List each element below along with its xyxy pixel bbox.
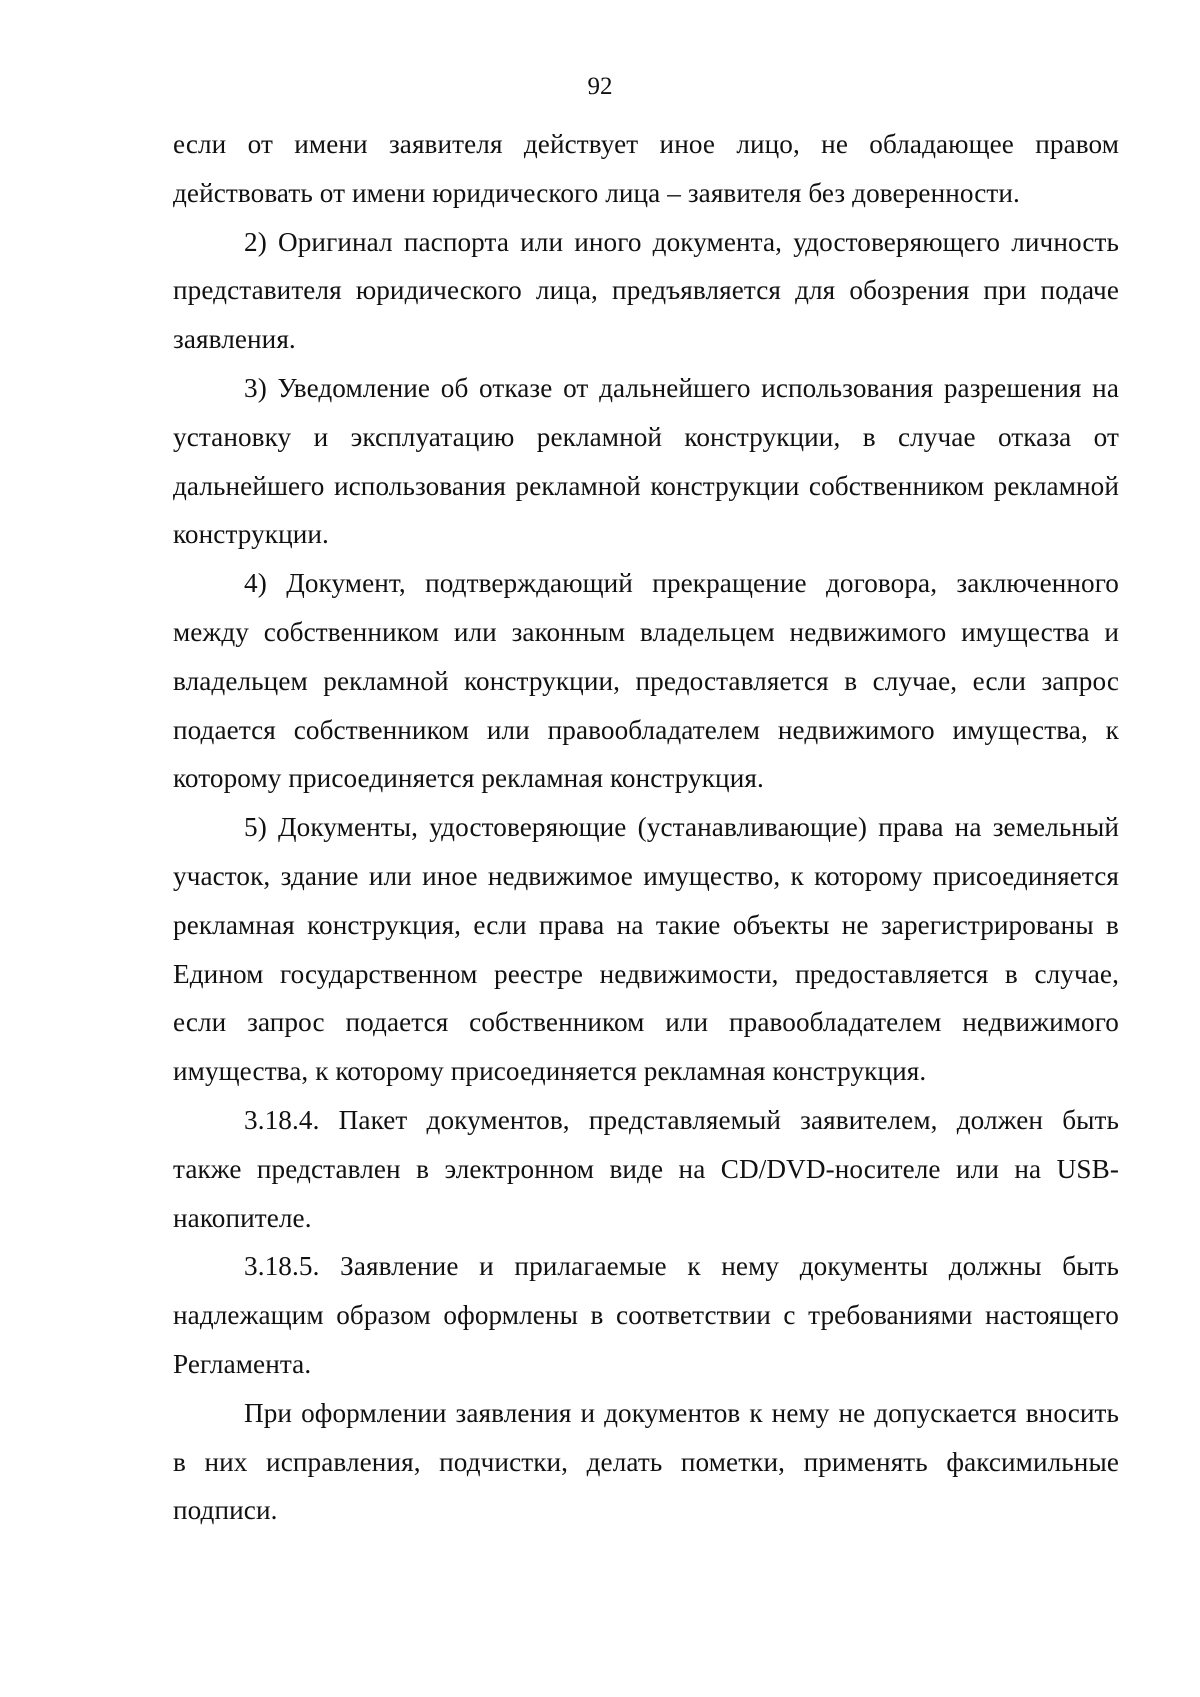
paragraph-continuation: если от имени заявителя действует иное лицо, не обладающее правом действовать от имени юридического лица – заявителя без доверенности. <box>173 129 1119 208</box>
page-number: 92 <box>587 73 613 100</box>
paragraph-item-4: 4) Документ, подтверждающий прекращение договора, заключенного между собственником или законным владельцем недвижимого имущества и владельцем рекламной конструкции, предоставляется в случае, если запрос подается собственником или правообладателем недвижимого имущества, к которому присоединяется рекламная конструкция. <box>173 568 1119 794</box>
paragraph-item-5: 5) Документы, удостоверяющие (устанавливающие) права на земельный участок, здание или иное недвижимое имущество, к которому присоединяется рекламная конструкция, если права на такие объекты не зарегистрированы в Едином государственном реестре недвижимости, предоставляется в случае, если запрос подается собственником или правообладателем недвижимого имущества, к которому присоединяется рекламная конструкция. <box>173 812 1119 1087</box>
paragraph-item-3: 3) Уведомление об отказе от дальнейшего использования разрешения на установку и эксплуатацию рекламной конструкции, в случае отказа от дальнейшего использования рекламной конструкции собственником рекламной конструкции. <box>173 372 1119 550</box>
paragraph-corrections-rule: При оформлении заявления и документов к нему не допускается вносить в них исправления, подчистки, делать пометки, применять факсимильные подписи. <box>173 1397 1119 1526</box>
paragraph-item-2: 2) Оригинал паспорта или иного документа, удостоверяющего личность представителя юридического лица, предъявляется для обозрения при подаче заявления. <box>173 226 1119 355</box>
document-body <box>173 120 1119 1535</box>
paragraph-3-18-5: 3.18.5. Заявление и прилагаемые к нему документы должны быть надлежащим образом оформлены в соответствии с требованиями настоящего Регламента. <box>173 1251 1119 1379</box>
paragraph-3-18-4: 3.18.4. Пакет документов, представляемый заявителем, должен быть также представлен в электронном виде на CD/DVD-носителе или на USB-накопителе. <box>173 1104 1119 1233</box>
